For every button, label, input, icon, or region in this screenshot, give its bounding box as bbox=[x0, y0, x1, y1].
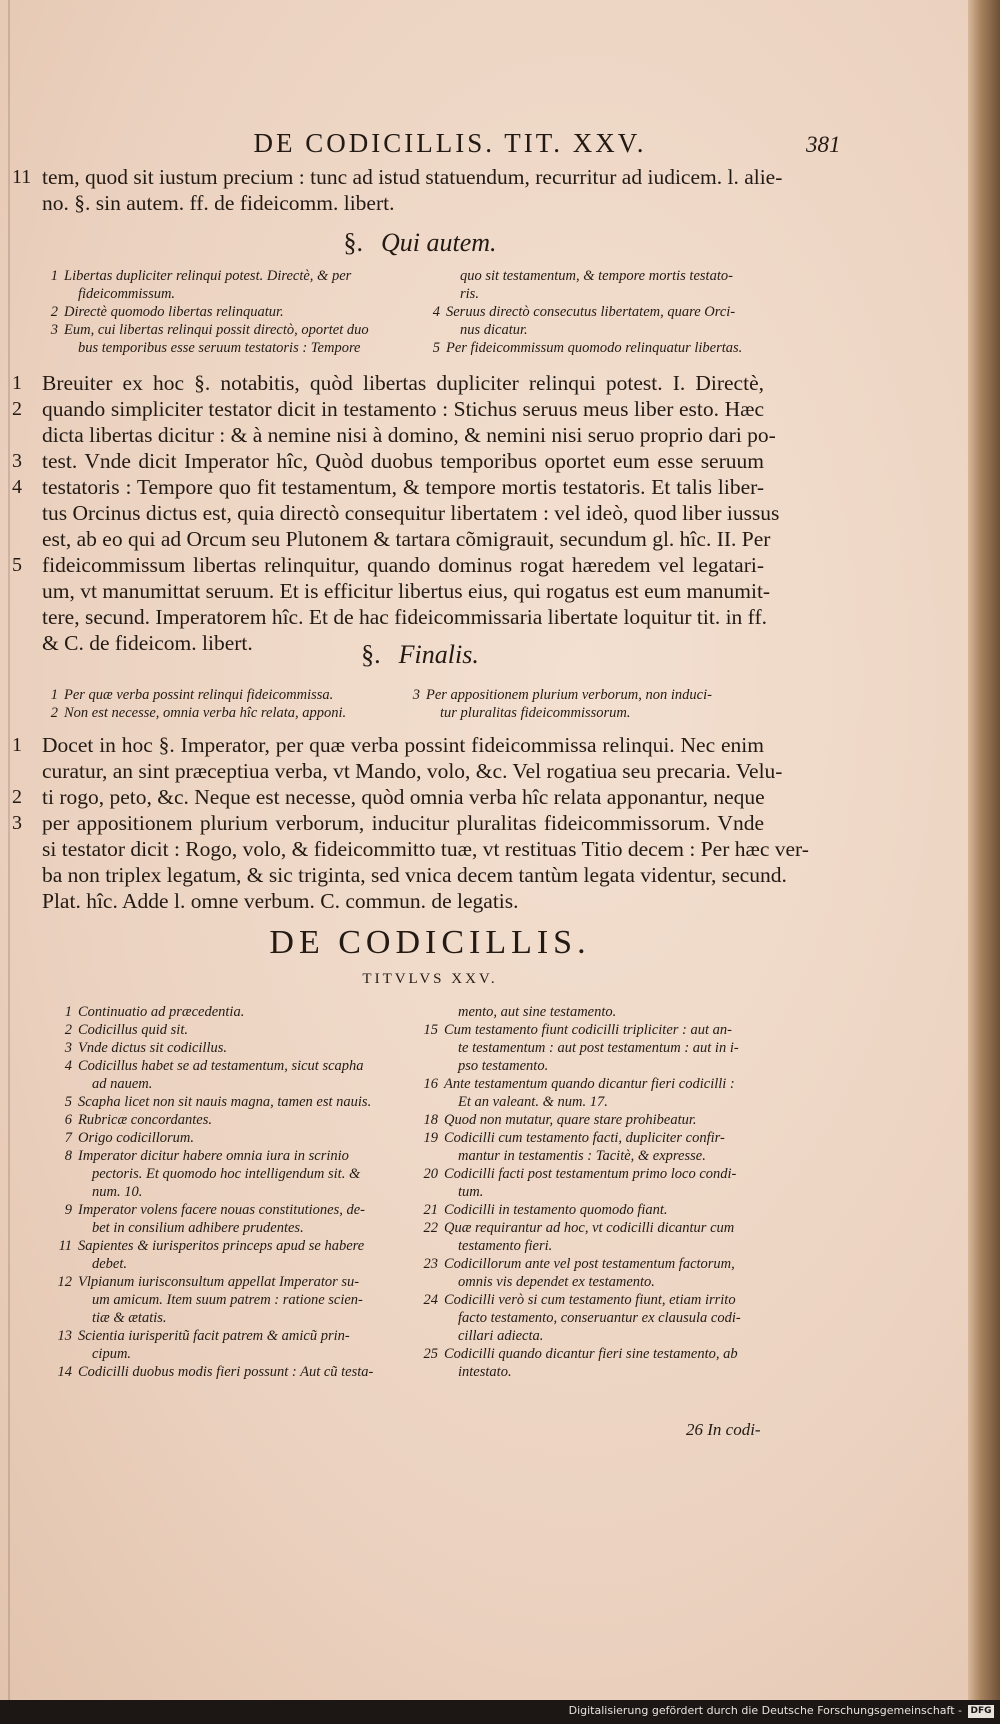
summary-item bbox=[400, 686, 765, 704]
summary-number: 5 bbox=[64, 1094, 72, 1110]
summary-item bbox=[420, 303, 765, 321]
text-line bbox=[42, 578, 771, 604]
text-line bbox=[42, 862, 787, 888]
summary-item bbox=[418, 1129, 770, 1147]
summary-number: 18 bbox=[423, 1112, 438, 1128]
summary-text: Directè quomodo libertas relinquatur. bbox=[64, 304, 284, 320]
summary-item bbox=[52, 1003, 412, 1021]
summary-text: ris. bbox=[460, 286, 479, 302]
summary-item bbox=[52, 1219, 412, 1237]
summary-text: Codicilli verò si cum testamento fiunt, etiam irrito bbox=[444, 1292, 736, 1308]
text-line bbox=[12, 396, 764, 422]
line-text: est, ab eo qui ad Orcum seu Plutonem & tartara cõmigrauit, secundum gl. hîc. II. Per bbox=[42, 527, 771, 551]
text-line bbox=[12, 784, 765, 810]
summary-text: Codicilli facti post testamentum primo loco condi- bbox=[444, 1166, 737, 1182]
folio-number: 381 bbox=[806, 132, 841, 157]
summary-text: Vlpianum iurisconsultum appellat Imperator su- bbox=[78, 1274, 360, 1290]
summary-text: ad nauem. bbox=[92, 1076, 153, 1092]
page-edge bbox=[968, 0, 1000, 1700]
chapter-title: DE CODICILLIS. bbox=[269, 924, 591, 961]
summary-item bbox=[52, 1363, 412, 1381]
text-line bbox=[12, 810, 764, 836]
summary-number: 11 bbox=[58, 1238, 72, 1254]
summary-item bbox=[38, 303, 408, 321]
summary-text: Codicilli cum testamento facti, dupliciter confir- bbox=[444, 1130, 725, 1146]
summary-number: 6 bbox=[64, 1112, 72, 1128]
summary-item bbox=[418, 1201, 770, 1219]
footer-bar bbox=[0, 1700, 1000, 1724]
summary-text: Codicilli quando dicantur fieri sine testamento, ab bbox=[444, 1346, 738, 1362]
summary-item bbox=[52, 1039, 412, 1057]
summary-text: Ante testamentum quando dicantur fieri codicilli : bbox=[444, 1076, 735, 1092]
summary-text: Per fideicommissum quomodo relinquatur libertas. bbox=[446, 340, 743, 356]
summary-item bbox=[418, 1003, 770, 1021]
paragraph-qui-autem bbox=[12, 370, 780, 656]
text-line bbox=[12, 552, 764, 578]
summary-item bbox=[52, 1327, 412, 1345]
line-text: Docet in hoc §. Imperator, per quæ verba possint fideicommissa relinqui. Nec enim bbox=[42, 733, 764, 757]
summary-number: 5 bbox=[432, 340, 440, 356]
margin-number: 11 bbox=[12, 166, 32, 188]
summary-item bbox=[418, 1111, 770, 1129]
summary-number: 1 bbox=[64, 1004, 72, 1020]
text-line bbox=[42, 604, 767, 630]
line-text: & C. de fideicom. libert. bbox=[42, 631, 253, 655]
summary-item bbox=[52, 1021, 412, 1039]
summary-text: Eum, cui libertas relinqui possit directò, oportet duo bbox=[64, 322, 369, 338]
summary-item bbox=[418, 1219, 770, 1237]
paragraph-finalis bbox=[12, 732, 809, 914]
summary-item bbox=[38, 704, 408, 722]
section-symbol: §. bbox=[343, 228, 363, 257]
summary-number: 9 bbox=[64, 1202, 72, 1218]
line-text: curatur, an sint præceptiua verba, vt Mando, volo, &c. Vel rogatiua seu precaria. Velu- bbox=[42, 759, 783, 783]
section-heading-qui-autem bbox=[290, 228, 550, 258]
dfg-logo: DFG bbox=[968, 1705, 994, 1718]
text-line bbox=[42, 888, 764, 914]
summary-text: Codicilli duobus modis fieri possunt : Aut cũ testa- bbox=[78, 1364, 374, 1380]
text-line bbox=[12, 164, 783, 190]
summary-number: 1 bbox=[50, 687, 58, 703]
summary-text: Continuatio ad præcedentia. bbox=[78, 1004, 245, 1020]
summary-number: 20 bbox=[423, 1166, 438, 1182]
summary-text: Vnde dictus sit codicillus. bbox=[78, 1040, 228, 1056]
summary-text: tum. bbox=[458, 1184, 484, 1200]
line-text: si testator dicit : Rogo, volo, & fideicommitto tuæ, vt restituas Titio decem : Per hæc ver- bbox=[42, 837, 809, 861]
running-title: DE CODICILLIS. TIT. XXV. bbox=[253, 128, 647, 158]
text-line bbox=[12, 732, 764, 758]
summary-text: quo sit testamentum, & tempore mortis testato- bbox=[460, 268, 733, 284]
line-text: fideicommissum libertas relinquitur, quando dominus rogat hæredem vel legatari- bbox=[42, 553, 764, 577]
summary-text: Per appositionem plurium verborum, non induci- bbox=[426, 687, 712, 703]
line-text: testatoris : Tempore quo fit testamentum, & tempore mortis testatoris. Et talis liber- bbox=[42, 475, 764, 499]
summary-number: 15 bbox=[423, 1022, 438, 1038]
summary-text: Cum testamento fiunt codicilli tripliciter : aut an- bbox=[444, 1022, 732, 1038]
summary-text: Codicilli in testamento quomodo fiant. bbox=[444, 1202, 668, 1218]
summary-text: tur pluralitas fideicommissorum. bbox=[440, 705, 631, 721]
summary-text: Imperator dicitur habere omnia iura in scrinio bbox=[78, 1148, 349, 1164]
summary-number: 14 bbox=[57, 1364, 72, 1380]
section-heading-text: Finalis. bbox=[398, 640, 479, 669]
summary-item bbox=[420, 321, 765, 339]
margin-number: 4 bbox=[12, 476, 22, 498]
summary-text: tiæ & ætatis. bbox=[92, 1310, 167, 1326]
summary-text: omnis vis dependet ex testamento. bbox=[458, 1274, 655, 1290]
summary-number: 3 bbox=[412, 687, 420, 703]
summary-item bbox=[38, 686, 408, 704]
summary-text: intestato. bbox=[458, 1364, 512, 1380]
summary-number: 12 bbox=[57, 1274, 72, 1290]
summary-item bbox=[400, 704, 765, 722]
section-symbol: §. bbox=[361, 640, 381, 669]
summary-item bbox=[420, 267, 765, 285]
summary-text: Quæ requirantur ad hoc, vt codicilli dicantur cum bbox=[444, 1220, 735, 1236]
summary-text: mantur in testamentis : Tacitè, & expresse. bbox=[458, 1148, 706, 1164]
summary-item bbox=[38, 321, 408, 339]
summary-number: 4 bbox=[432, 304, 440, 320]
summary-number: 2 bbox=[50, 304, 58, 320]
summary-item bbox=[38, 339, 408, 357]
line-text: per appositionem plurium verborum, inducitur pluralitas fideicommissorum. Vnde bbox=[42, 811, 764, 835]
summary-text: num. 10. bbox=[92, 1184, 143, 1200]
summary-item bbox=[52, 1165, 412, 1183]
summary-text: Codicillus quid sit. bbox=[78, 1022, 188, 1038]
summary-number: 23 bbox=[423, 1256, 438, 1272]
summary-right-finalis bbox=[400, 686, 765, 722]
summary-item bbox=[418, 1345, 770, 1363]
summary-text: Scapha licet non sit nauis magna, tamen est nauis. bbox=[78, 1094, 372, 1110]
summary-number: 25 bbox=[423, 1346, 438, 1362]
summary-item bbox=[52, 1147, 412, 1165]
summary-text: fideicommissum. bbox=[78, 286, 176, 302]
summary-number: 24 bbox=[423, 1292, 438, 1308]
index-left-column bbox=[52, 1003, 412, 1381]
summary-item bbox=[52, 1075, 412, 1093]
summary-text: Seruus directò consecutus libertatem, quare Orci- bbox=[446, 304, 736, 320]
line-text: tem, quod sit iustum precium : tunc ad istud statuendum, recurritur ad iudicem. l. alie- bbox=[42, 165, 783, 189]
summary-text: Scientia iurisperitũ facit patrem & amicũ prin- bbox=[78, 1328, 350, 1344]
summary-number: 19 bbox=[423, 1130, 438, 1146]
summary-item bbox=[420, 285, 765, 303]
summary-text: Per quæ verba possint relinqui fideicommissa. bbox=[64, 687, 334, 703]
text-line bbox=[42, 836, 809, 862]
summary-number: 3 bbox=[64, 1040, 72, 1056]
summary-item bbox=[52, 1093, 412, 1111]
summary-item bbox=[418, 1021, 770, 1039]
margin-number: 2 bbox=[12, 786, 22, 808]
margin-number: 3 bbox=[12, 450, 22, 472]
summary-text: Codicillus habet se ad testamentum, sicut scapha bbox=[78, 1058, 364, 1074]
line-text: tere, secund. Imperatorem hîc. Et de hac fideicommissaria libertate loquitur tit. in ff. bbox=[42, 605, 767, 629]
summary-text: Imperator volens facere nouas constitutiones, de- bbox=[78, 1202, 365, 1218]
summary-item bbox=[52, 1273, 412, 1291]
margin-number: 1 bbox=[12, 734, 22, 756]
summary-item bbox=[52, 1201, 412, 1219]
margin-number: 3 bbox=[12, 812, 22, 834]
text-line bbox=[12, 370, 764, 396]
summary-number: 2 bbox=[64, 1022, 72, 1038]
top-paragraph bbox=[12, 164, 783, 216]
summary-text: Codicillorum ante vel post testamentum factorum, bbox=[444, 1256, 735, 1272]
summary-left-finalis bbox=[38, 686, 408, 722]
summary-text: Quod non mutatur, quare stare prohibeatur. bbox=[444, 1112, 697, 1128]
summary-item bbox=[418, 1363, 770, 1381]
summary-number: 13 bbox=[57, 1328, 72, 1344]
section-heading-text: Qui autem. bbox=[380, 228, 497, 257]
summary-left-qui-autem bbox=[38, 267, 408, 357]
line-text: ti rogo, peto, &c. Neque est necesse, quòd omnia verba hîc relata apponantur, neque bbox=[42, 785, 765, 809]
summary-text: Rubricæ concordantes. bbox=[78, 1112, 212, 1128]
text-line bbox=[12, 474, 764, 500]
summary-item bbox=[38, 285, 408, 303]
summary-number: 21 bbox=[423, 1202, 438, 1218]
summary-item bbox=[418, 1075, 770, 1093]
summary-text: pectoris. Et quomodo hoc intelligendum sit. & bbox=[92, 1166, 361, 1182]
line-text: ba non triplex legatum, & sic triginta, sed vnica decem tantùm legata videntur, secund. bbox=[42, 863, 787, 887]
summary-number: 2 bbox=[50, 705, 58, 721]
summary-number: 7 bbox=[64, 1130, 72, 1146]
summary-item bbox=[52, 1291, 412, 1309]
summary-item bbox=[52, 1111, 412, 1129]
text-line bbox=[42, 758, 783, 784]
summary-item bbox=[52, 1237, 412, 1255]
line-text: Breuiter ex hoc §. notabitis, quòd libertas dupliciter relinqui potest. I. Directè, bbox=[42, 371, 764, 395]
summary-text: te testamentum : aut post testamentum : aut in i- bbox=[458, 1040, 739, 1056]
summary-item bbox=[418, 1057, 770, 1075]
summary-text: cipum. bbox=[92, 1346, 132, 1362]
summary-item bbox=[418, 1147, 770, 1165]
summary-text: pso testamento. bbox=[458, 1058, 549, 1074]
summary-text: Sapientes & iurisperitos princeps apud se habere bbox=[78, 1238, 365, 1254]
summary-item bbox=[418, 1291, 770, 1309]
margin-number: 1 bbox=[12, 372, 22, 394]
summary-item bbox=[418, 1093, 770, 1111]
summary-item bbox=[52, 1345, 412, 1363]
summary-item bbox=[418, 1165, 770, 1183]
text-line bbox=[42, 500, 780, 526]
summary-item bbox=[418, 1309, 770, 1327]
text-line bbox=[42, 190, 764, 216]
summary-text: facto testamento, conseruantur ex clausula codi- bbox=[458, 1310, 741, 1326]
footer-credit: Digitalisierung gefördert durch die Deutsche Forschungsgemeinschaft - bbox=[568, 1704, 962, 1717]
text-line bbox=[42, 526, 771, 552]
margin-number: 5 bbox=[12, 554, 22, 576]
summary-text: Et an valeant. & num. 17. bbox=[458, 1094, 608, 1110]
catchword: 26 In codi- bbox=[686, 1420, 761, 1439]
section-heading-finalis bbox=[320, 640, 520, 670]
line-text: Plat. hîc. Adde l. omne verbum. C. commun. de legatis. bbox=[42, 889, 519, 913]
summary-item bbox=[418, 1255, 770, 1273]
summary-text: mento, aut sine testamento. bbox=[458, 1004, 617, 1020]
summary-item bbox=[52, 1129, 412, 1147]
summary-number: 16 bbox=[423, 1076, 438, 1092]
summary-item bbox=[418, 1237, 770, 1255]
summary-item bbox=[420, 339, 765, 357]
line-text: um, vt manumittat seruum. Et is efficitur libertus eius, qui rogatus est eum manumit- bbox=[42, 579, 771, 603]
summary-item bbox=[38, 267, 408, 285]
text-line bbox=[12, 448, 764, 474]
summary-item bbox=[418, 1273, 770, 1291]
index-right-column bbox=[418, 1003, 770, 1381]
summary-text: cillari adiecta. bbox=[458, 1328, 544, 1344]
line-text: quando simpliciter testator dicit in testamento : Stichus seruus meus liber esto. Hæc bbox=[42, 397, 764, 421]
summary-text: Libertas dupliciter relinqui potest. Directè, & per bbox=[64, 268, 352, 284]
line-text: dicta libertas dicitur : & à nemine nisi à domino, & nemini nisi seruo proprio dari po- bbox=[42, 423, 776, 447]
summary-text: bet in consilium adhibere prudentes. bbox=[92, 1220, 304, 1236]
summary-right-qui-autem bbox=[420, 267, 765, 357]
summary-text: Non est necesse, omnia verba hîc relata, apponi. bbox=[64, 705, 347, 721]
margin-number: 2 bbox=[12, 398, 22, 420]
summary-text: debet. bbox=[92, 1256, 128, 1272]
summary-text: nus dicatur. bbox=[460, 322, 528, 338]
summary-item bbox=[52, 1309, 412, 1327]
line-text: tus Orcinus dictus est, quia directò consequitur libertatem : vel ideò, quod liber iussus bbox=[42, 501, 780, 525]
line-text: test. Vnde dicit Imperator hîc, Quòd duobus temporibus oportet eum esse seruum bbox=[42, 449, 764, 473]
summary-text: um amicum. Item suum patrem : ratione scien- bbox=[92, 1292, 363, 1308]
summary-item bbox=[52, 1057, 412, 1075]
summary-item bbox=[418, 1327, 770, 1345]
summary-item bbox=[52, 1255, 412, 1273]
summary-number: 4 bbox=[64, 1058, 72, 1074]
gutter-line bbox=[8, 0, 10, 1700]
chapter-subtitle: TITVLVS XXV. bbox=[362, 971, 498, 987]
summary-item bbox=[52, 1183, 412, 1201]
summary-text: Origo codicillorum. bbox=[78, 1130, 194, 1146]
summary-number: 22 bbox=[423, 1220, 438, 1236]
summary-text: testamento fieri. bbox=[458, 1238, 553, 1254]
text-line bbox=[42, 422, 776, 448]
summary-text: bus temporibus esse seruum testatoris : Tempore bbox=[78, 340, 361, 356]
summary-item bbox=[418, 1039, 770, 1057]
summary-number: 1 bbox=[50, 268, 58, 284]
summary-number: 8 bbox=[64, 1148, 72, 1164]
summary-number: 3 bbox=[50, 322, 58, 338]
summary-item bbox=[418, 1183, 770, 1201]
line-text: no. §. sin autem. ff. de fideicomm. libert. bbox=[42, 191, 395, 215]
